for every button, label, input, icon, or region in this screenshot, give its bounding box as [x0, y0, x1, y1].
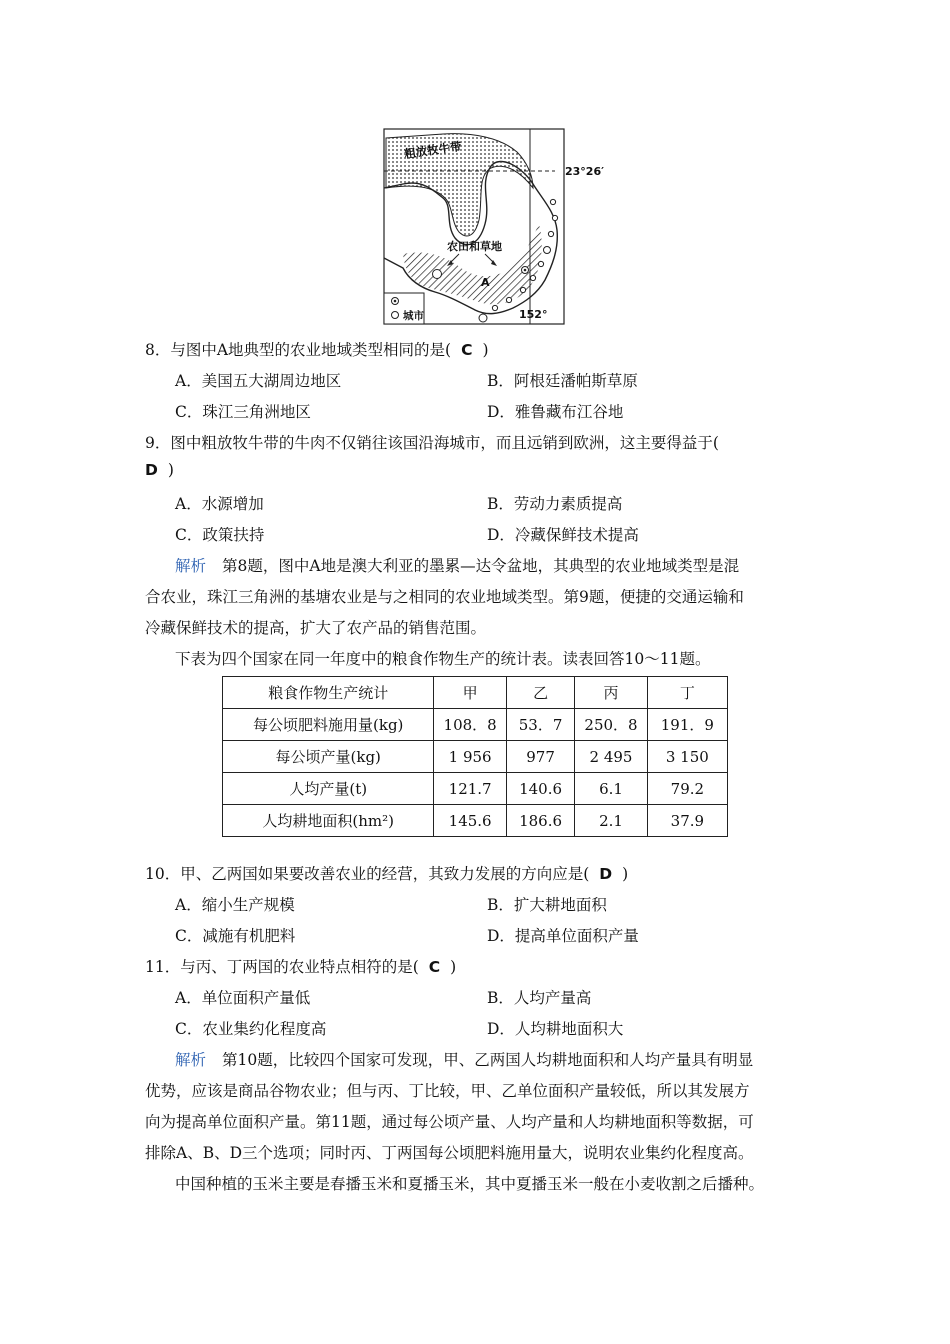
analysis-2-line-1: 解析 第10题，比较四个国家可发现，甲、乙两国人均耕地面积和人均产量具有明显	[175, 1051, 754, 1069]
table-header-cell: 丁	[647, 677, 727, 709]
table-cell: 2 495	[575, 741, 647, 773]
table-header-row	[223, 677, 728, 709]
table-header-cell: 丙	[575, 677, 647, 709]
analysis-2-line-2: 优势，应该是商品谷物农业；但与丙、丁比较，甲、乙单位面积产量较低，所以其发展方	[145, 1082, 750, 1100]
option-d: D．人均耕地面积大	[487, 1020, 624, 1038]
point-a-label: A	[481, 276, 490, 289]
pastoral-label: 粗放牧牛带	[403, 139, 463, 161]
option-b: B．扩大耕地面积	[487, 896, 607, 914]
tropic-label: 23°26′	[565, 165, 605, 178]
option-c: C．珠江三角洲地区	[175, 403, 311, 421]
table-cell: 140.6	[506, 773, 574, 805]
option-d: D．雅鲁藏布江谷地	[487, 403, 624, 421]
option-b: B．人均产量高	[487, 989, 592, 1007]
table-row	[223, 773, 728, 805]
legend-city-label: 城市	[403, 310, 424, 322]
option-d: D．提高单位面积产量	[487, 927, 639, 945]
farm-label: 农田和草地	[447, 240, 502, 253]
table-cell: 1 956	[434, 741, 506, 773]
analysis-1-line-1: 解析 第8题，图中A地是澳大利亚的墨累—达令盆地，其典型的农业地域类型是混	[175, 557, 740, 575]
table-row	[223, 709, 728, 741]
table-cell: 250．8	[575, 709, 647, 741]
question-stem: 10．甲、乙两国如果要改善农业的经营，其致力发展的方向应是(	[145, 865, 590, 883]
table-cell: 3 150	[647, 741, 727, 773]
answer: C	[428, 958, 441, 976]
australia-map	[383, 128, 613, 328]
question-9	[145, 431, 719, 453]
table-cell: 每公顷产量(kg)	[223, 741, 434, 773]
table-intro: 下表为四个国家在同一年度中的粮食作物生产的统计表。读表回答10～11题。	[175, 650, 711, 668]
option-c: C．政策扶持	[175, 526, 265, 544]
table-cell: 145.6	[434, 805, 506, 837]
table-cell: 6.1	[575, 773, 647, 805]
option-d: D．冷藏保鲜技术提高	[487, 526, 639, 544]
question-stem: 11．与丙、丁两国的农业特点相符的是(	[145, 958, 419, 976]
table-cell: 人均耕地面积(hm²)	[223, 805, 434, 837]
table-header-cell: 粮食作物生产统计	[223, 677, 434, 709]
option-a: A．水源增加	[175, 495, 264, 513]
longitude-label: 152°	[519, 308, 548, 321]
option-b: B．劳动力素质提高	[487, 495, 623, 513]
analysis-2-line-4: 排除A、B、D三个选项；同时丙、丁两国每公顷肥料施用量大，说明农业集约化程度高。	[145, 1144, 754, 1162]
analysis-label: 解析	[175, 1051, 207, 1069]
table-cell: 2.1	[575, 805, 647, 837]
option-c: C．农业集约化程度高	[175, 1020, 327, 1038]
table-cell: 121.7	[434, 773, 506, 805]
table-cell: 191．9	[647, 709, 727, 741]
table-cell: 人均产量(t)	[223, 773, 434, 805]
answer: D	[145, 461, 158, 479]
table-row	[223, 805, 728, 837]
table-cell: 37.9	[647, 805, 727, 837]
stats-table	[222, 676, 728, 837]
option-a: A．单位面积产量低	[175, 989, 311, 1007]
question-10: 10．甲、乙两国如果要改善农业的经营，其致力发展的方向应是( D )	[145, 865, 629, 883]
answer: D	[599, 865, 613, 883]
option-a: A．缩小生产规模	[175, 896, 295, 914]
question-11: 11．与丙、丁两国的农业特点相符的是( C )	[145, 958, 457, 976]
question-9-answer-line: D )	[145, 461, 174, 479]
option-b: B．阿根廷潘帕斯草原	[487, 372, 638, 390]
table-header-cell: 甲	[434, 677, 506, 709]
question-8: 8．与图中A地典型的农业地域类型相同的是( C )	[145, 341, 489, 359]
option-a: A．美国五大湖周边地区	[175, 372, 342, 390]
table-row	[223, 741, 728, 773]
closing-paragraph: 中国种植的玉米主要是春播玉米和夏播玉米，其中夏播玉米一般在小麦收割之后播种。	[175, 1175, 765, 1193]
analysis-1-line-2: 合农业，珠江三角洲的基塘农业是与之相同的农业地域类型。第9题，便捷的交通运输和	[145, 588, 744, 606]
table-cell: 79.2	[647, 773, 727, 805]
analysis-2-line-3: 向为提高单位面积产量。第11题，通过每公顷产量、人均产量和人均耕地面积等数据，可	[145, 1113, 754, 1131]
analysis-label: 解析	[175, 557, 207, 575]
answer: C	[461, 341, 473, 359]
table-cell: 186.6	[506, 805, 574, 837]
table-cell: 每公顷肥料施用量(kg)	[223, 709, 434, 741]
table-cell: 53．7	[506, 709, 574, 741]
table-cell: 977	[506, 741, 574, 773]
question-stem: 8．与图中A地典型的农业地域类型相同的是(	[145, 341, 452, 359]
table-header-cell: 乙	[506, 677, 574, 709]
analysis-1-line-3: 冷藏保鲜技术的提高，扩大了农产品的销售范围。	[145, 619, 487, 637]
option-c: C．减施有机肥料	[175, 927, 296, 945]
table-cell: 108．8	[434, 709, 506, 741]
question-stem: 9．图中粗放牧牛带的牛肉不仅销往该国沿海城市，而且远销到欧洲，这主要得益于(	[145, 434, 719, 452]
